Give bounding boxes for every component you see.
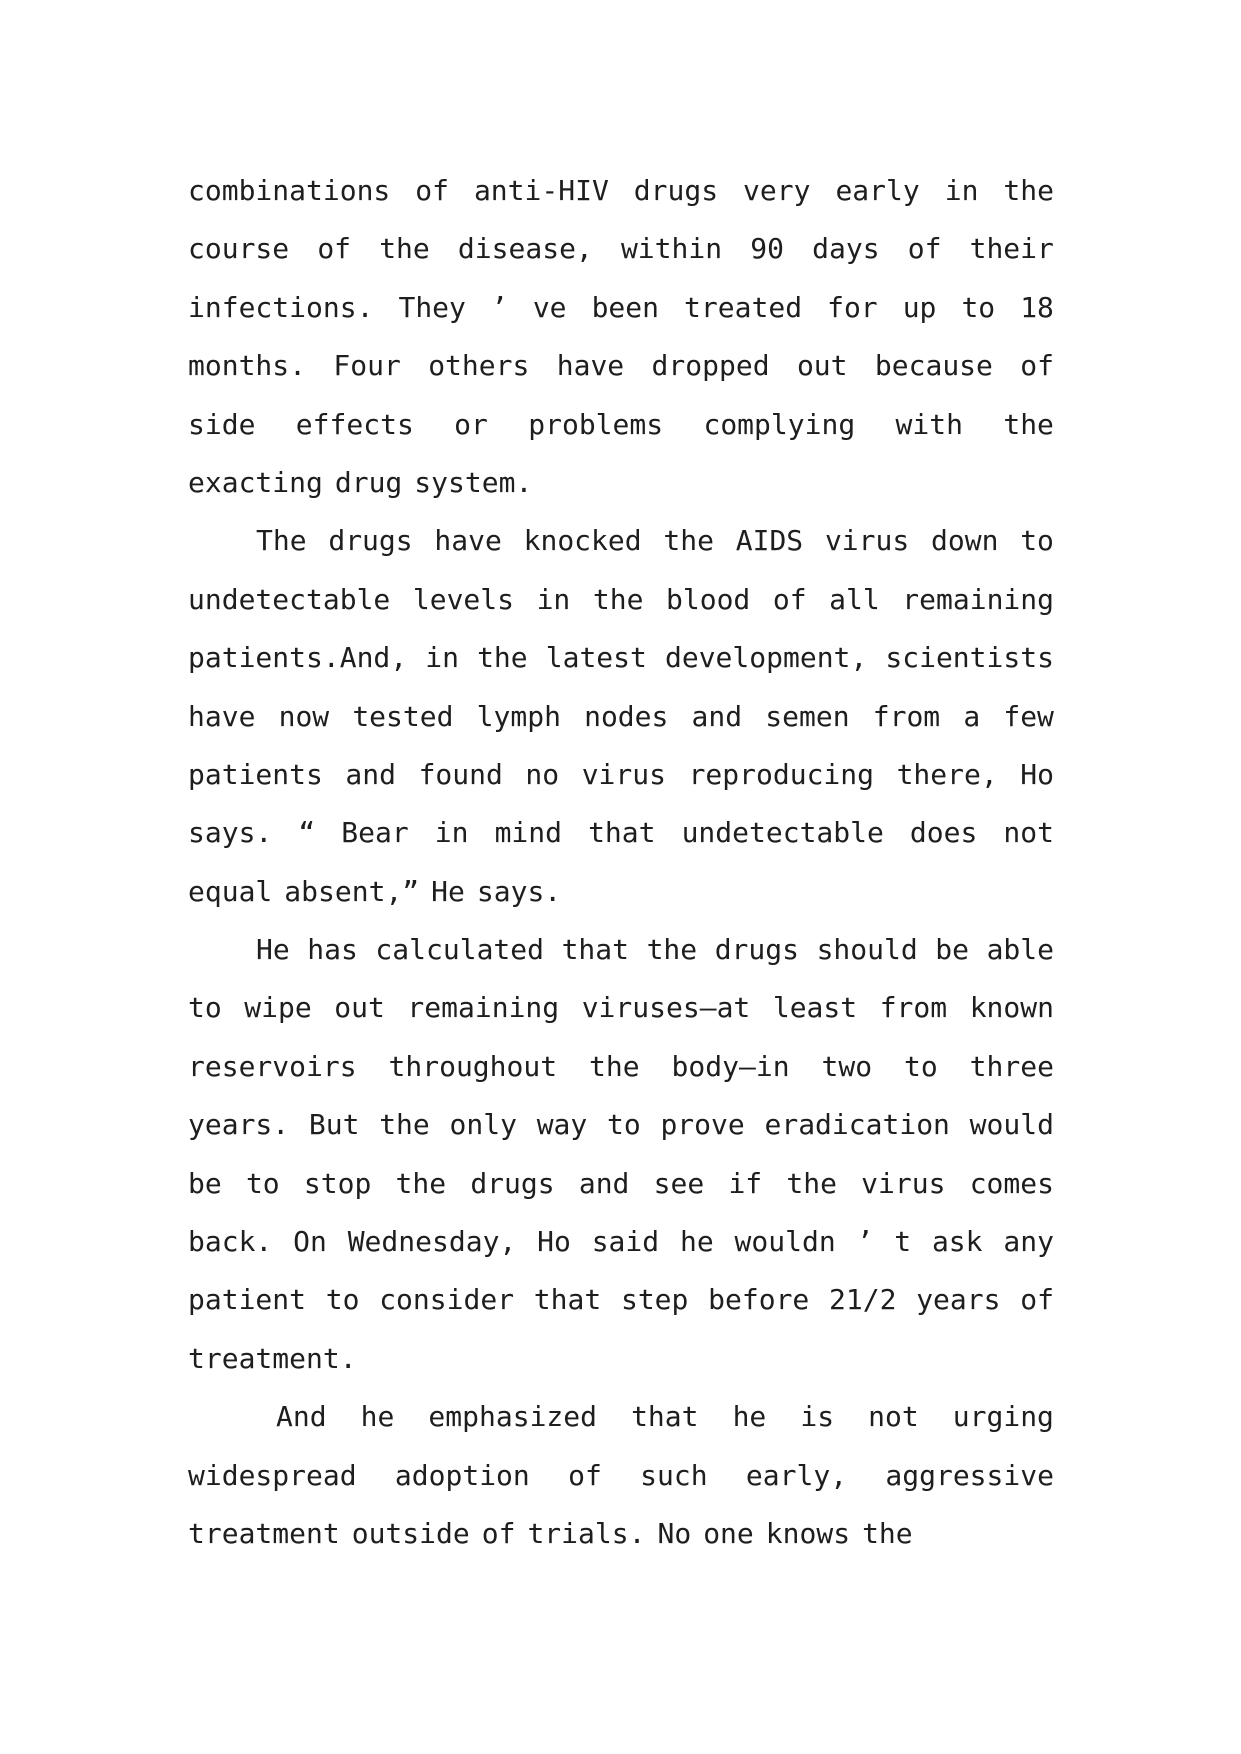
word: treatment. xyxy=(188,1341,357,1375)
word: the xyxy=(379,1108,430,1142)
word: comes xyxy=(969,1166,1054,1200)
word: to xyxy=(1020,524,1054,558)
text-line xyxy=(188,1447,1054,1505)
word: if xyxy=(728,1166,763,1200)
word: the xyxy=(395,1166,447,1200)
word: years xyxy=(916,1283,1001,1317)
word: have xyxy=(556,349,625,383)
word: On xyxy=(293,1225,327,1259)
text-line xyxy=(188,279,1054,337)
word: reproducing xyxy=(688,757,874,791)
word: does xyxy=(909,816,978,850)
word: their xyxy=(969,232,1054,266)
word: in xyxy=(944,174,979,207)
word: of xyxy=(907,232,942,266)
paragraph xyxy=(188,1388,1054,1563)
word: he xyxy=(732,1400,767,1434)
text-line xyxy=(188,746,1054,804)
word: only xyxy=(449,1108,517,1142)
word: because xyxy=(874,349,993,383)
word: that xyxy=(561,933,629,967)
word: consider xyxy=(379,1283,515,1317)
word: that xyxy=(533,1283,602,1317)
word: throughout xyxy=(388,1049,558,1083)
word: Ho xyxy=(537,1225,571,1259)
word: not xyxy=(1003,816,1054,850)
word: such xyxy=(640,1458,708,1492)
word: two xyxy=(821,1049,873,1083)
word: disease, xyxy=(457,232,593,266)
word: semen xyxy=(765,699,850,733)
word: side xyxy=(188,407,256,441)
word: Wednesday, xyxy=(347,1225,517,1259)
word: drugs xyxy=(328,524,413,558)
word: and xyxy=(691,699,743,733)
word: before xyxy=(708,1283,810,1317)
word: trials. xyxy=(527,1516,646,1550)
word: for xyxy=(827,290,878,324)
word: aggressive xyxy=(885,1458,1054,1492)
word: drugs xyxy=(470,1166,555,1200)
text-line xyxy=(188,454,1054,512)
word: three xyxy=(969,1049,1054,1083)
word: early, xyxy=(745,1458,848,1492)
word: ve xyxy=(532,290,567,324)
word: back. xyxy=(188,1225,273,1259)
word: way xyxy=(536,1108,588,1142)
word: ’ xyxy=(856,1225,874,1259)
word: the xyxy=(379,232,430,266)
word: 18 xyxy=(1020,290,1054,324)
text-line xyxy=(188,337,1054,395)
word: to xyxy=(904,1049,938,1083)
paragraph xyxy=(188,162,1054,512)
word: system. xyxy=(414,465,533,499)
word: emphasized xyxy=(428,1400,597,1434)
word: no xyxy=(525,757,560,791)
word: of xyxy=(772,582,807,616)
word: in xyxy=(425,641,459,675)
word: the xyxy=(592,582,644,616)
word: exacting xyxy=(188,465,323,499)
word: drugs xyxy=(714,933,799,967)
text-line xyxy=(188,1271,1054,1329)
word: step xyxy=(620,1283,689,1317)
word: to xyxy=(607,1108,641,1142)
word: effects xyxy=(295,407,414,441)
body-text xyxy=(188,162,1054,1563)
word: the xyxy=(786,1166,837,1200)
word: of xyxy=(1020,1283,1054,1317)
word: others xyxy=(428,349,530,383)
text-line xyxy=(188,396,1054,454)
word: virus xyxy=(824,524,910,558)
text-line xyxy=(188,571,1054,629)
word: of xyxy=(317,232,352,266)
word: But xyxy=(308,1108,360,1142)
word: in xyxy=(536,582,571,616)
text-line xyxy=(188,1096,1054,1154)
word: is xyxy=(800,1400,835,1434)
word: to xyxy=(245,1166,280,1200)
word: equal xyxy=(188,874,273,908)
text-line xyxy=(188,1505,1054,1563)
word: have xyxy=(434,524,502,558)
word: tested xyxy=(352,699,454,733)
word: a xyxy=(963,699,981,733)
word: combinations xyxy=(188,174,391,207)
text-line xyxy=(188,804,1054,862)
word: virus xyxy=(861,1166,946,1200)
word: And xyxy=(276,1400,327,1434)
word: to xyxy=(325,1283,360,1317)
word: the xyxy=(862,1516,913,1550)
word: widespread xyxy=(188,1458,357,1492)
word: from xyxy=(879,991,948,1025)
word: or xyxy=(454,407,488,441)
word: adoption xyxy=(394,1458,530,1492)
word: the xyxy=(1003,174,1054,207)
word: reservoirs xyxy=(188,1049,357,1083)
word: calculated xyxy=(375,933,544,967)
word: out xyxy=(334,991,385,1025)
word: urging xyxy=(952,1400,1054,1434)
word: “ xyxy=(298,816,316,850)
word: should xyxy=(816,933,918,967)
word: found xyxy=(418,757,503,791)
word: he xyxy=(679,1225,714,1259)
word: nodes xyxy=(584,699,669,733)
word: drugs xyxy=(633,174,719,207)
word: development, xyxy=(664,641,868,675)
word: patient xyxy=(188,1283,307,1317)
word: any xyxy=(1003,1225,1054,1259)
text-line xyxy=(188,688,1054,746)
text-line xyxy=(188,979,1054,1037)
word: latest xyxy=(545,641,647,675)
word: t xyxy=(894,1225,912,1259)
word: very xyxy=(743,174,811,207)
word: of xyxy=(481,1516,516,1550)
word: wipe xyxy=(244,991,312,1025)
word: knows xyxy=(765,1516,851,1550)
text-line xyxy=(188,629,1054,687)
word: The xyxy=(256,524,307,558)
word: down xyxy=(931,524,999,558)
word: ask xyxy=(931,1225,983,1259)
word: be xyxy=(188,1166,222,1200)
word: with xyxy=(895,407,963,441)
word: prove xyxy=(660,1108,745,1142)
word: of xyxy=(1020,349,1054,383)
text-line xyxy=(188,162,1054,220)
word: undetectable xyxy=(681,816,884,850)
word: remaining xyxy=(407,991,560,1025)
word: viruses—at xyxy=(581,991,751,1025)
word: few xyxy=(1003,699,1054,733)
word: has xyxy=(307,933,358,967)
word: be xyxy=(935,933,969,967)
word: infections. xyxy=(188,290,374,324)
word: treated xyxy=(684,290,803,324)
word: body—in xyxy=(671,1049,790,1083)
word: patients xyxy=(188,757,323,791)
word: 90 xyxy=(750,232,784,266)
word: anti-HIV xyxy=(473,174,609,207)
word: wouldn xyxy=(734,1225,836,1259)
word: outside xyxy=(351,1516,470,1550)
word: blood xyxy=(666,582,751,616)
paragraph xyxy=(188,921,1054,1388)
text-line xyxy=(188,1388,1054,1446)
word: stop xyxy=(303,1166,372,1200)
word: have xyxy=(188,699,256,733)
word: one xyxy=(703,1516,754,1550)
word: least xyxy=(772,991,858,1025)
word: known xyxy=(969,991,1054,1025)
word: been xyxy=(591,290,660,324)
word: treatment xyxy=(188,1516,340,1550)
word: out xyxy=(796,349,848,383)
word: scientists xyxy=(885,641,1054,675)
word: remaining xyxy=(902,582,1054,616)
word: No xyxy=(657,1516,692,1550)
word: He xyxy=(431,874,465,908)
word: undetectable xyxy=(188,582,391,616)
word: levels xyxy=(412,582,515,616)
word: said xyxy=(591,1225,660,1259)
word: Four xyxy=(333,349,401,383)
word: he xyxy=(360,1400,395,1434)
paragraph xyxy=(188,512,1054,921)
word: mind xyxy=(494,816,562,850)
text-line xyxy=(188,1213,1054,1271)
word: that xyxy=(631,1400,699,1434)
word: able xyxy=(986,933,1054,967)
text-line xyxy=(188,512,1054,570)
word: all xyxy=(829,582,880,616)
word: and xyxy=(578,1166,630,1200)
word: the xyxy=(1003,407,1054,441)
word: the xyxy=(646,933,698,967)
word: see xyxy=(653,1166,705,1200)
text-line xyxy=(188,220,1054,278)
text-line xyxy=(188,1155,1054,1213)
word: course xyxy=(188,232,290,266)
text-line xyxy=(188,1330,1054,1388)
text-line xyxy=(188,863,1054,921)
word: patients.And, xyxy=(188,641,408,675)
word: absent,” xyxy=(284,874,420,908)
word: the xyxy=(589,1049,640,1083)
word: of xyxy=(568,1458,602,1492)
word: the xyxy=(477,641,528,675)
word: and xyxy=(345,757,396,791)
word: up xyxy=(902,290,937,324)
word: Ho xyxy=(1020,757,1054,791)
word: from xyxy=(872,699,941,733)
word: virus xyxy=(581,757,666,791)
word: says. xyxy=(476,874,562,908)
text-line xyxy=(188,1038,1054,1096)
word: drug xyxy=(334,465,403,499)
word: early xyxy=(835,174,920,207)
word: 21/2 xyxy=(829,1283,897,1317)
word: now xyxy=(278,699,330,733)
word: that xyxy=(588,816,656,850)
word: He xyxy=(256,933,290,967)
word: months. xyxy=(188,349,307,383)
word: eradication xyxy=(764,1108,950,1142)
word: Bear xyxy=(341,816,409,850)
text-line xyxy=(188,921,1054,979)
word: there, xyxy=(896,757,998,791)
word: problems xyxy=(528,407,664,441)
word: to xyxy=(961,290,996,324)
word: years. xyxy=(188,1108,290,1142)
word: dropped xyxy=(651,349,770,383)
word: knocked xyxy=(523,524,642,558)
word: not xyxy=(868,1400,919,1434)
word: lymph xyxy=(476,699,561,733)
word: They xyxy=(398,290,466,324)
word: of xyxy=(415,174,449,207)
word: the xyxy=(663,524,714,558)
word: says. xyxy=(188,816,273,850)
word: complying xyxy=(703,407,856,441)
word: within xyxy=(620,232,723,266)
word: ’ xyxy=(490,290,508,324)
word: AIDS xyxy=(735,524,804,558)
word: would xyxy=(969,1108,1054,1142)
word: to xyxy=(188,991,222,1025)
word: days xyxy=(812,232,880,266)
word: in xyxy=(434,816,469,850)
